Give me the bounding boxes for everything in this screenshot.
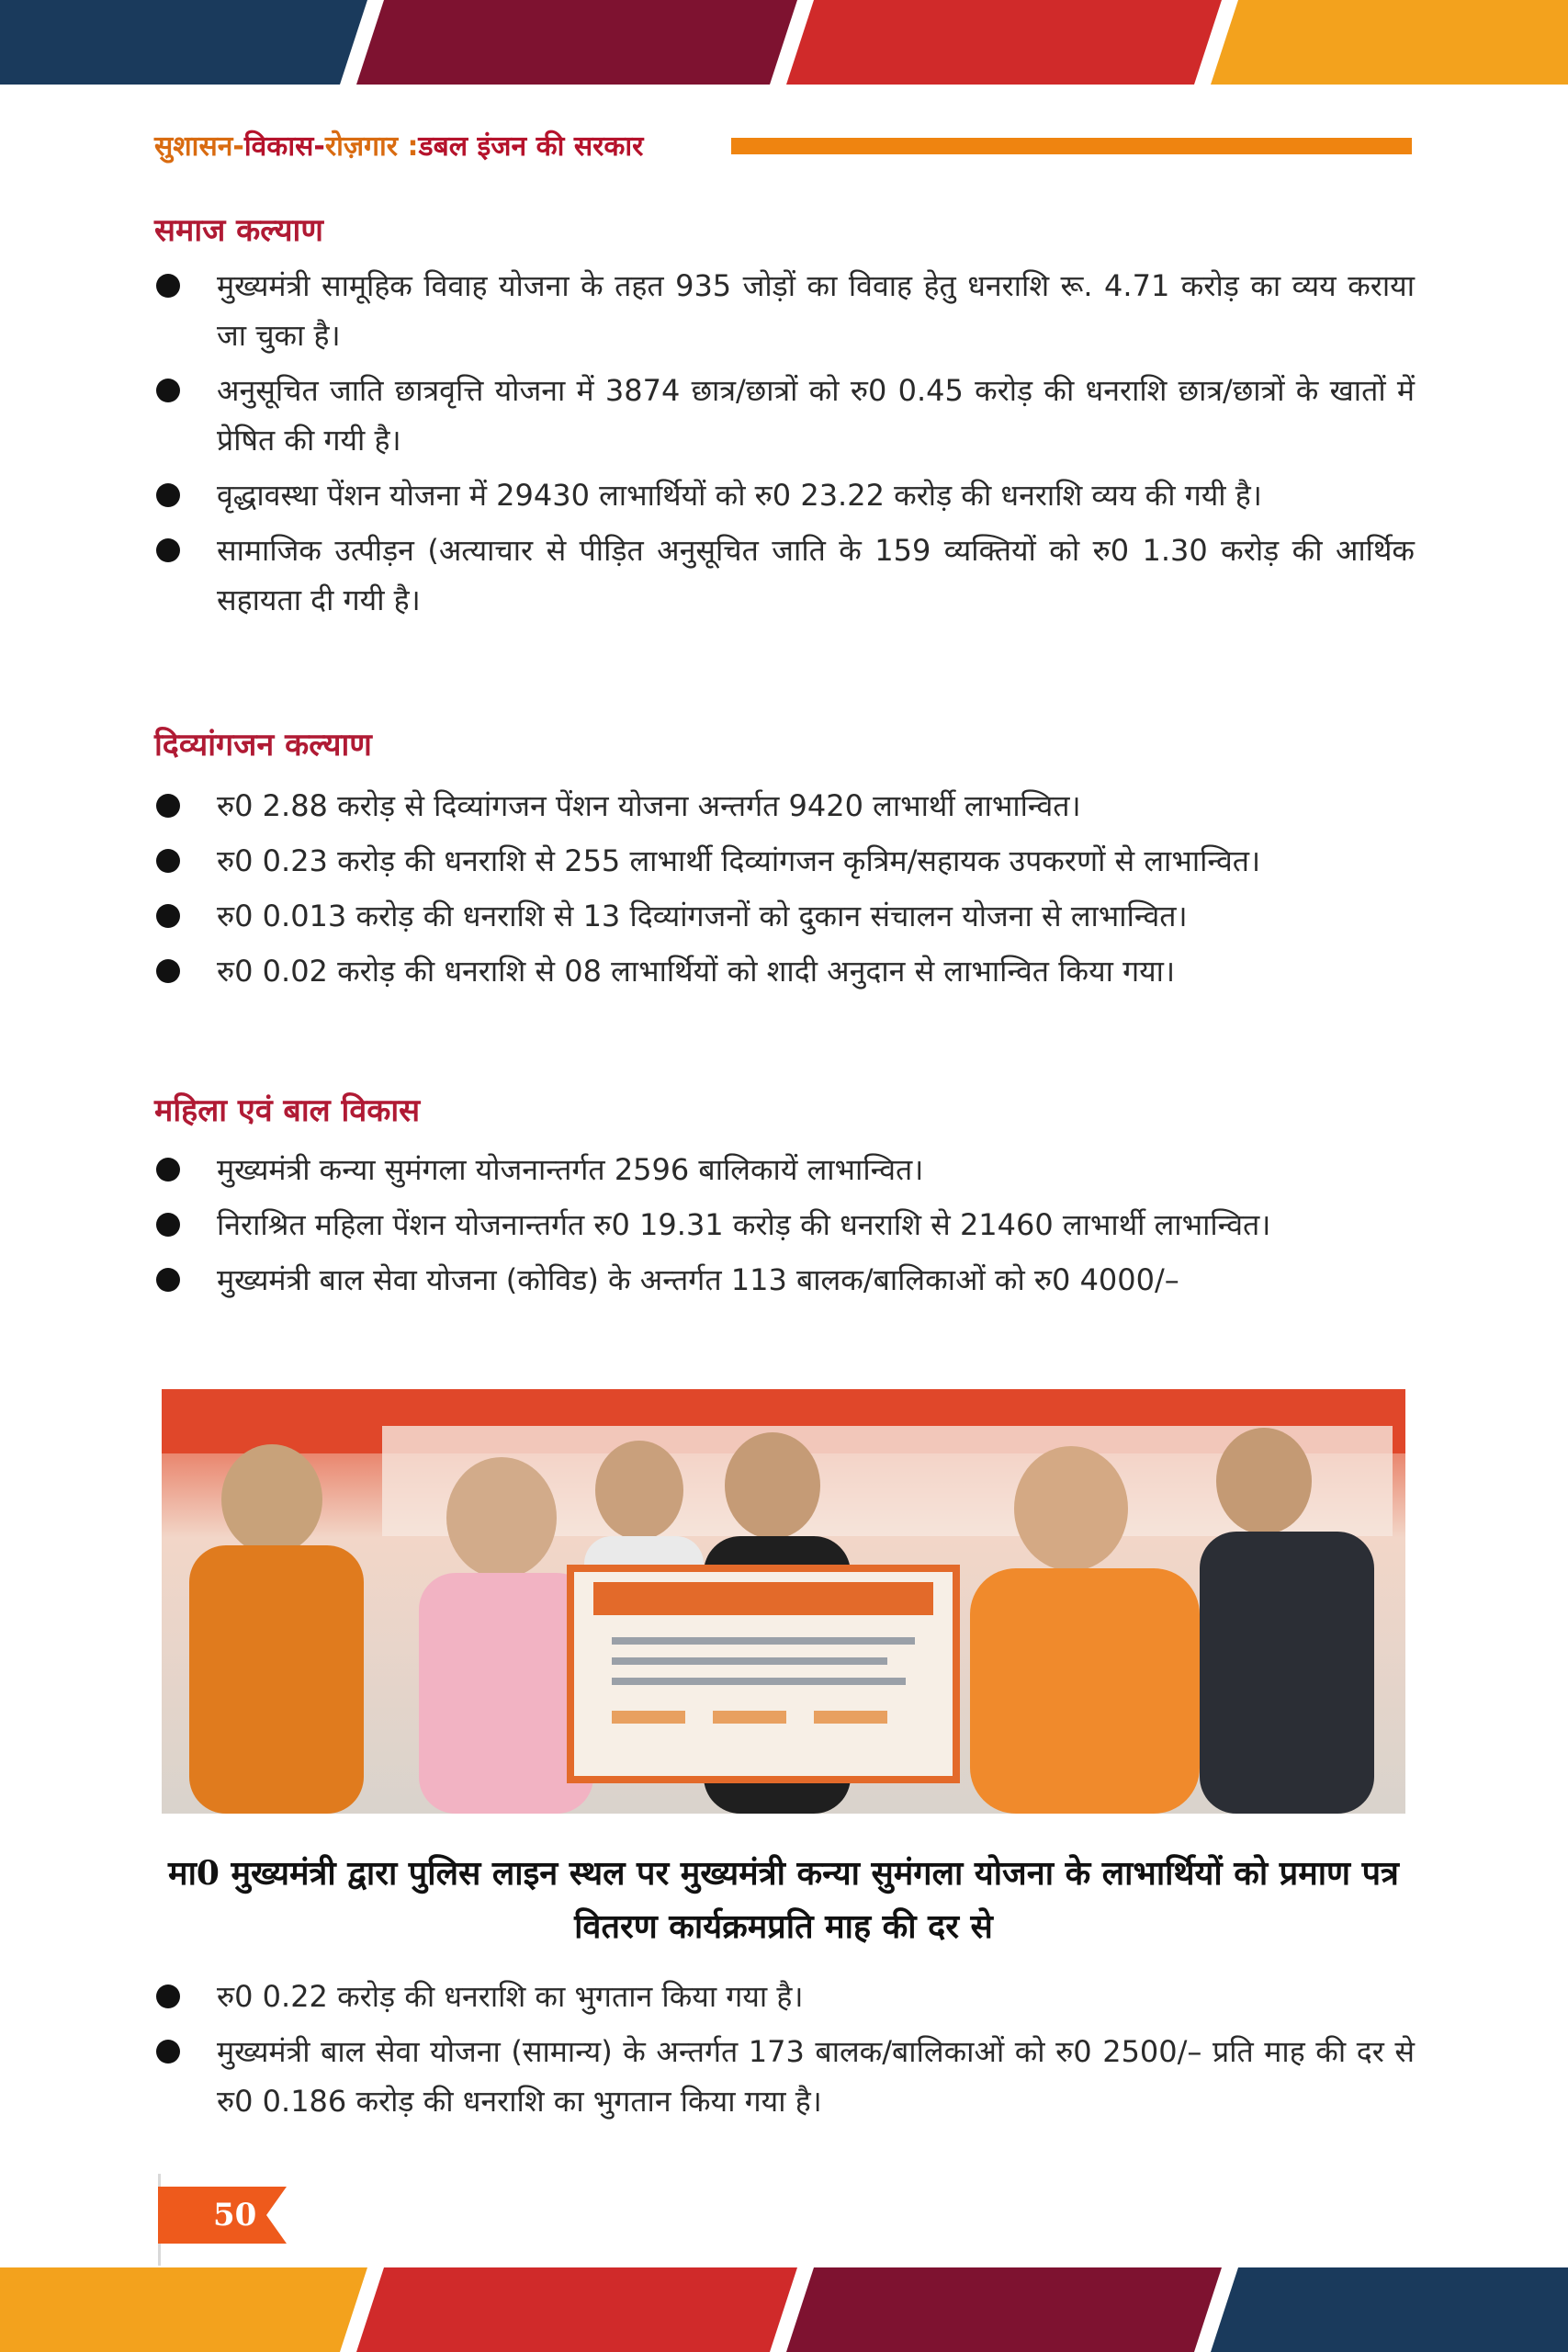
bullet-icon bbox=[156, 1268, 180, 1292]
bullet-icon bbox=[156, 379, 180, 402]
bullet-icon bbox=[156, 2040, 180, 2064]
list-item-text: रु0 0.013 करोड़ की धनराशि से 13 दिव्यांगजनों को दुकान संचालन योजना से लाभान्वित। bbox=[217, 899, 1188, 933]
list-item-text: रु0 0.23 करोड़ की धनराशि से 255 लाभार्थी दिव्यांगजन कृत्रिम/सहायक उपकरणों से लाभान्वित। bbox=[217, 843, 1261, 878]
list-item-text: निराश्रित महिला पेंशन योजनान्तर्गत रु0 19.31 करोड़ की धनराशि से 21460 लाभार्थी लाभान्वित। bbox=[217, 1207, 1271, 1242]
bullet-icon bbox=[156, 483, 180, 507]
top-color-band bbox=[0, 0, 1568, 85]
list-item bbox=[154, 891, 1415, 941]
photo-caption: मा0 मुख्यमंत्री द्वारा पुलिस लाइन स्थल पर मुख्यमंत्री कन्या सुमंगला योजना के लाभार्थियों को प्रमाण पत्र वितरण कार्यक्रमप्रति माह की दर से bbox=[168, 1854, 1399, 1946]
list-item-text: वृद्धावस्था पेंशन योजना में 29430 लाभार्थियों को रु0 23.22 करोड़ की धनराशि व्यय की गयी है। bbox=[217, 478, 1262, 513]
list-item bbox=[154, 1200, 1415, 1250]
list-item-text: मुख्यमंत्री सामूहिक विवाह योजना के तहत 935 जोड़ों का विवाह हेतु धनराशि रू. 4.71 करोड़ का व्यय कराया जा चुका है। bbox=[217, 268, 1415, 353]
page-number: 50 bbox=[213, 2197, 257, 2233]
list-item bbox=[154, 836, 1415, 886]
bullet-icon bbox=[156, 274, 180, 298]
list-item-text: रु0 2.88 करोड़ से दिव्यांगजन पेंशन योजना अन्तर्गत 9420 लाभार्थी लाभान्वित। bbox=[217, 788, 1081, 823]
list-item-text: मुख्यमंत्री बाल सेवा योजना (कोविड) के अन्तर्गत 113 बालक/बालिकाओं को रु0 4000/– bbox=[217, 1262, 1179, 1297]
section-heading-divyangjan-kalyan: दिव्यांगजन कल्याण bbox=[154, 727, 372, 763]
list-item-text: मुख्यमंत्री कन्या सुमंगला योजनान्तर्गत 2596 बालिकायें लाभान्वित। bbox=[217, 1152, 924, 1187]
list-item bbox=[154, 946, 1415, 996]
bullet-icon bbox=[156, 1158, 180, 1182]
list-item bbox=[154, 2027, 1415, 2126]
section-heading-samaj-kalyan: समाज कल्याण bbox=[154, 212, 323, 249]
bullet-icon bbox=[156, 538, 180, 562]
mahila-bal-vikas-list bbox=[154, 1145, 1415, 1310]
bullet-icon bbox=[156, 904, 180, 928]
samaj-kalyan-list bbox=[154, 261, 1415, 630]
bullet-icon bbox=[156, 849, 180, 873]
bullet-icon bbox=[156, 794, 180, 818]
list-item-text: मुख्यमंत्री बाल सेवा योजना (सामान्य) के अन्तर्गत 173 बालक/बालिकाओं को रु0 2500/– प्रति माह की दर से रु0 0.186 करोड़ की धनराशि का भुगतान किया गया है। bbox=[217, 2034, 1415, 2119]
bullet-icon bbox=[156, 959, 180, 983]
list-item bbox=[154, 1972, 1415, 2021]
section-heading-mahila-bal-vikas: महिला एवं बाल विकास bbox=[154, 1092, 421, 1129]
running-head bbox=[154, 127, 643, 167]
list-item bbox=[154, 526, 1415, 625]
running-head-part4: डबल इंजन की सरकार bbox=[418, 130, 644, 163]
list-item bbox=[154, 366, 1415, 465]
running-head-part2: विकास- bbox=[243, 130, 325, 163]
list-item-text: अनुसूचित जाति छात्रवृत्ति योजना में 3874 छात्र/छात्रों को रु0 0.45 करोड़ की धनराशि छात्र/छात्रों के खातों में प्रेषित की गयी है। bbox=[217, 373, 1415, 458]
divyangjan-kalyan-list bbox=[154, 781, 1415, 1001]
bullet-icon bbox=[156, 1213, 180, 1237]
list-item-text: रु0 0.02 करोड़ की धनराशि से 08 लाभार्थियों को शादी अनुदान से लाभान्वित किया गया। bbox=[217, 954, 1176, 989]
bullet-icon bbox=[156, 1984, 180, 2008]
list-item bbox=[154, 1255, 1415, 1305]
list-item bbox=[154, 1145, 1415, 1194]
running-head-rule bbox=[731, 138, 1412, 154]
continued-list bbox=[154, 1972, 1415, 2132]
list-item bbox=[154, 261, 1415, 360]
list-item-text: सामाजिक उत्पीड़न (अत्याचार से पीड़ित अनुसूचित जाति के 159 व्यक्तियों को रु0 1.30 करोड़ की आर्थिक सहायता दी गयी है। bbox=[217, 533, 1415, 617]
list-item-text: रु0 0.22 करोड़ की धनराशि का भुगतान किया गया है। bbox=[217, 1979, 804, 2014]
bottom-color-band bbox=[0, 2267, 1568, 2352]
list-item bbox=[154, 470, 1415, 520]
running-head-part1: सुशासन- bbox=[154, 130, 244, 163]
running-head-part3: रोज़गार : bbox=[324, 130, 419, 163]
event-photo bbox=[162, 1389, 1405, 1814]
list-item bbox=[154, 781, 1415, 831]
